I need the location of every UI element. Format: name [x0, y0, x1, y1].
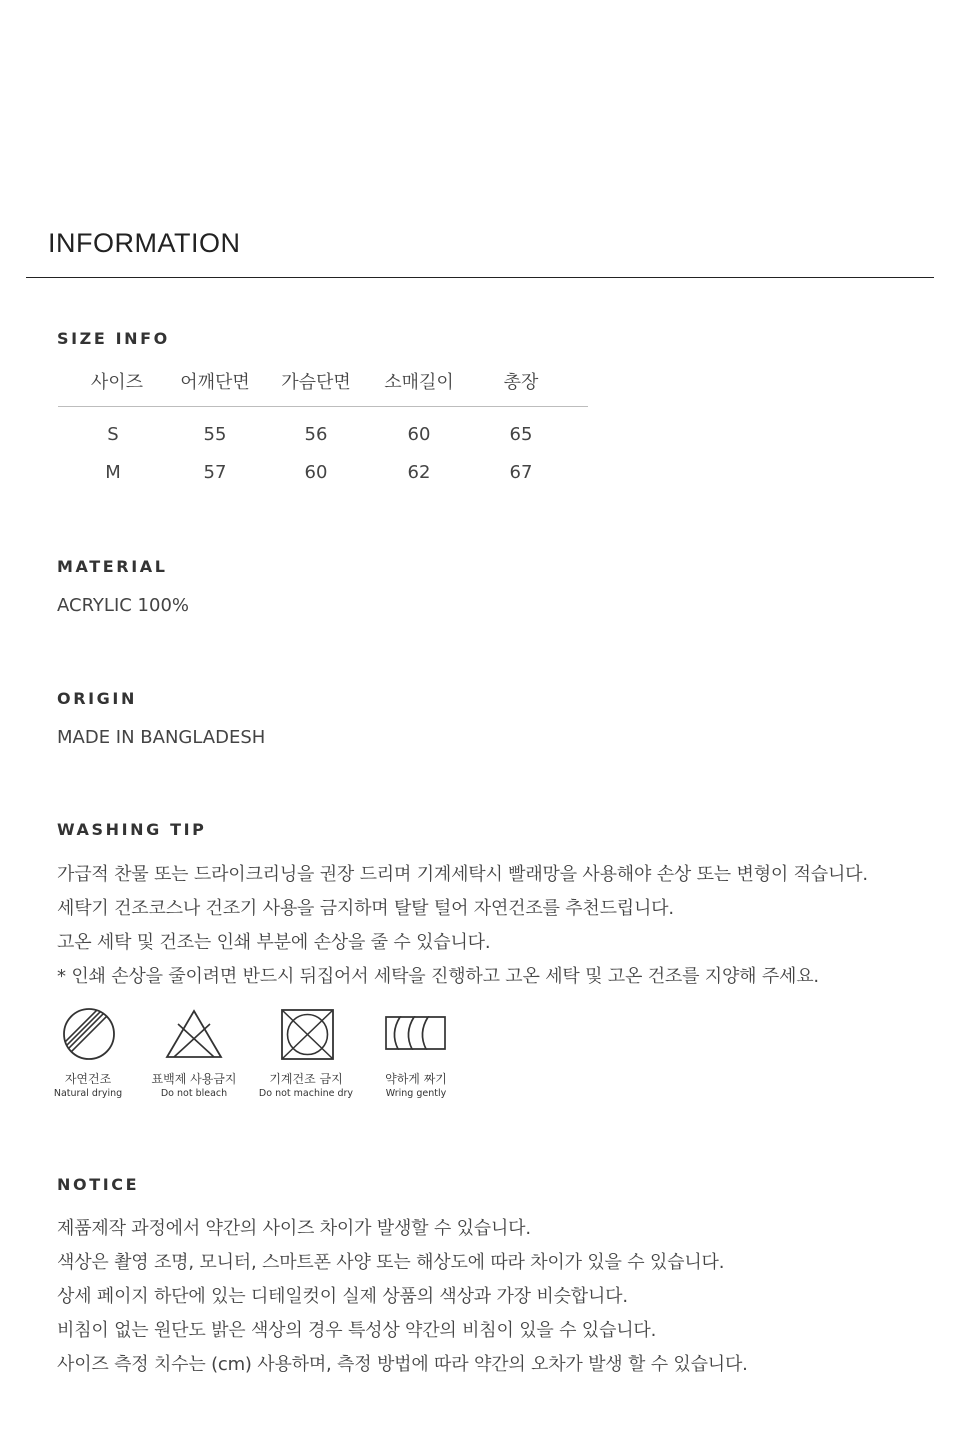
column-header: 소매길이	[384, 372, 454, 393]
origin-heading: ORIGIN	[57, 689, 137, 708]
table-cell: 60	[407, 424, 431, 445]
care-label-kr: 약하게 짜기	[385, 1072, 447, 1086]
size-info-heading: SIZE INFO	[57, 329, 170, 348]
title-divider	[26, 277, 934, 278]
table-cell: M	[105, 462, 121, 483]
table-cell: 57	[203, 462, 227, 483]
material-heading: MATERIAL	[57, 557, 168, 576]
table-cell: 62	[407, 462, 431, 483]
washing-tip-heading: WASHING TIP	[57, 820, 207, 839]
notice-line: 제품제작 과정에서 약간의 사이즈 차이가 발생할 수 있습니다.	[57, 1218, 531, 1239]
care-label-en: Do not bleach	[160, 1088, 228, 1099]
table-cell: 67	[509, 462, 533, 483]
origin-value: MADE IN BANGLADESH	[57, 727, 266, 748]
column-header: 총장	[503, 372, 539, 393]
care-label-en: Do not machine dry	[258, 1088, 354, 1099]
table-cell: 56	[304, 424, 328, 445]
table-cell: S	[107, 424, 119, 445]
size-table-header	[58, 368, 588, 398]
table-row	[58, 462, 588, 492]
washing-tip-line: 세탁기 건조코스나 건조기 사용을 금지하며 탈탈 털어 자연건조를 추천드립니다.	[57, 898, 674, 919]
column-header: 가슴단면	[281, 372, 351, 393]
page-title: INFORMATION	[48, 228, 241, 258]
size-table-divider	[58, 406, 588, 407]
care-label-kr: 표백제 사용금지	[151, 1072, 237, 1086]
notice-heading: NOTICE	[57, 1175, 140, 1194]
care-label-en: Wring gently	[385, 1088, 447, 1099]
washing-tip-line: 고온 세탁 및 건조는 인쇄 부분에 손상을 줄 수 있습니다.	[57, 932, 491, 953]
table-row	[58, 424, 588, 454]
table-cell: 65	[509, 424, 533, 445]
natural-drying-icon	[60, 1007, 118, 1062]
column-header: 어깨단면	[180, 372, 250, 393]
notice-line: 사이즈 측정 치수는 (cm) 사용하며, 측정 방법에 따라 약간의 오차가 발생 할 수 있습니다.	[57, 1354, 748, 1375]
washing-tip-line: 가급적 찬물 또는 드라이크리닝을 권장 드리며 기계세탁시 빨래망을 사용해야 손상 또는 변형이 적습니다.	[57, 864, 868, 885]
wring-gently-icon	[384, 1014, 448, 1054]
material-value: ACRYLIC 100%	[57, 595, 190, 616]
notice-line: 상세 페이지 하단에 있는 디테일컷이 실제 상품의 색상과 가장 비슷합니다.	[57, 1286, 628, 1307]
column-header: 사이즈	[90, 372, 144, 393]
no-bleach-icon	[164, 1008, 224, 1060]
care-label-en: Natural drying	[53, 1088, 123, 1099]
no-machine-dry-icon	[279, 1007, 337, 1062]
table-cell: 55	[203, 424, 227, 445]
notice-line: 색상은 촬영 조명, 모니터, 스마트폰 사양 또는 해상도에 따라 차이가 있을 수 있습니다.	[57, 1252, 725, 1273]
notice-line: 비침이 없는 원단도 밝은 색상의 경우 특성상 약간의 비침이 있을 수 있습니다.	[57, 1320, 657, 1341]
table-cell: 60	[304, 462, 328, 483]
washing-tip-line: * 인쇄 손상을 줄이려면 반드시 뒤집어서 세탁을 진행하고 고온 세탁 및 고온 건조를 지양해 주세요.	[57, 966, 819, 987]
care-label-kr: 자연건조	[64, 1072, 112, 1086]
care-label-kr: 기계건조 금지	[269, 1072, 343, 1086]
